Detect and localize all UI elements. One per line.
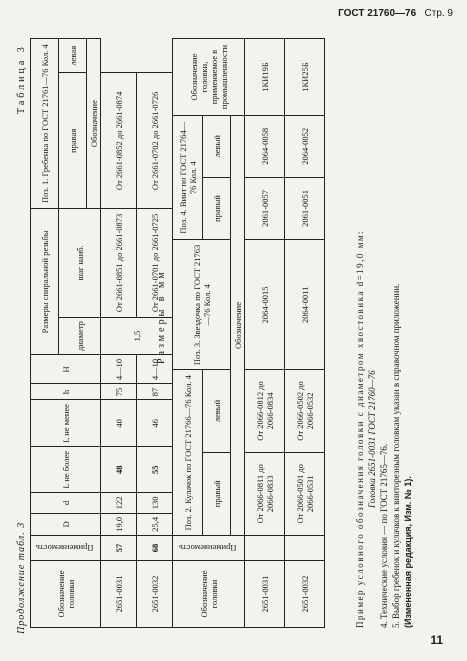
th-diameter: диаметр	[59, 317, 101, 355]
th-appl: Применяемость	[35, 543, 94, 553]
table-sizes	[30, 38, 173, 628]
th2-designation-sub: Обозначение	[231, 116, 245, 536]
page-header	[338, 8, 453, 19]
th2-left: левый	[203, 370, 231, 452]
notes-block	[354, 38, 414, 628]
th-designation-sub: Обозначение	[87, 39, 101, 209]
th-designation: Обозначение головки	[31, 561, 101, 628]
th2-industry: Обозначение головки, применяемое в промышленности	[173, 39, 245, 116]
table-row: 2651-0031 57 19,0 122 48 40 75 4—10 1,5 От 2661-0851 до 2661-0873 От 2661-0852 до 2661-0874	[101, 39, 137, 628]
sizes-label: Размеры в мм	[156, 269, 167, 364]
th-L-min: L не менее	[31, 400, 101, 447]
th2-pos2: Поз. 2. Кулачок по ГОСТ 21766—76 Кол. 4	[173, 370, 203, 536]
th2-pos4: Поз. 4. Винт по ГОСТ 21764—76 Кол. 4	[173, 116, 203, 240]
th2-appl: Применяемость	[178, 543, 237, 553]
table-row: 2651-0032 68 25,4 130 55 46 87 4—10 От 2661-0701 до 2661-0725 От 2661-0702 до 2661-0726	[137, 39, 173, 628]
page-label: Стр. 9	[424, 8, 453, 19]
th-L-max: L не более	[31, 447, 101, 493]
th-left: левая	[59, 39, 87, 73]
th2-right: правый	[203, 452, 231, 535]
continuation-label: Продолжение табл. 3	[16, 521, 27, 634]
th-H: H	[31, 355, 101, 384]
table-components	[172, 38, 325, 628]
gost-number: ГОСТ 21760—76	[338, 8, 417, 19]
example-prefix: Пример условного обозначения головки с диаметром хвостовика d=19,0 мм:	[355, 229, 365, 628]
th-right: правая	[59, 73, 87, 209]
th-thread: Размеры спиральной резьбы	[31, 209, 59, 355]
th-d: d	[31, 493, 101, 513]
th-h: h	[31, 384, 101, 400]
table-row: 2651-0031 От 2066-0811 до 2066-0833 От 2066-0812 до 2066-0834 2064-0015 2061-0057 2064-0058 1КИ19Б	[245, 39, 285, 628]
example-value: Головка 2651-0031 ГОСТ 21760—76	[367, 370, 377, 508]
th-pitch: шаг наиб.	[59, 209, 101, 317]
note-5: 5. Выбор гребенок и кулачков к винторезным головкам указан в справочном приложении.	[391, 283, 401, 628]
th-D: D	[31, 513, 101, 535]
th-pos1: Поз. 1. Гребенка по ГОСТ 21761—76 Кол. 4	[31, 39, 59, 209]
edition-note: (Измененная редакция, Изм. № 1).	[403, 476, 413, 628]
th2-designation: Обозначение головки	[173, 561, 245, 628]
th2-right2: правый	[203, 177, 231, 240]
page-number: 11	[430, 633, 443, 647]
table-row: 2651-0032 От 2066-0501 до 2066-0531 От 2066-0502 до 2066-0532 2064-0011 2061-0051 2064-0052 1КИ25Б	[285, 39, 325, 628]
th2-left2: левый	[203, 116, 231, 178]
note-4: 4. Технические условия — по ГОСТ 21765—76.	[379, 443, 389, 628]
th2-pos3: Поз. 3. Звездочка по ГОСТ 21763—76 Кол. 4	[173, 240, 231, 370]
table3-label: Таблица 3	[16, 44, 27, 114]
rotated-content	[12, 34, 462, 634]
